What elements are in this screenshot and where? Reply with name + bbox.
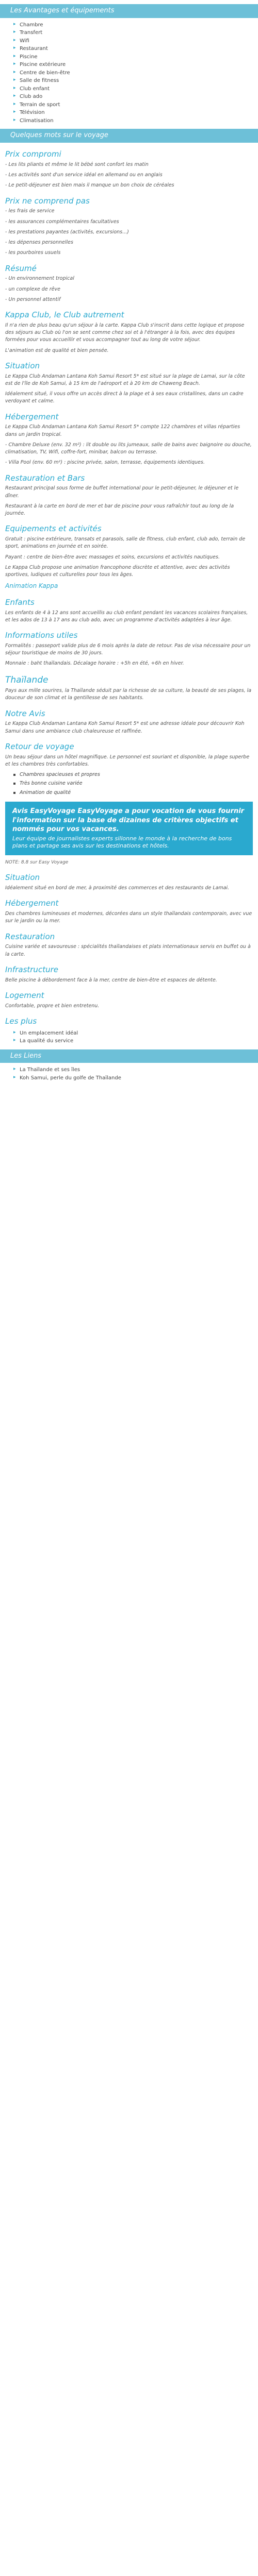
- heading-notre-avis: Notre Avis: [5, 708, 45, 718]
- text-line: - un complexe de rêve: [5, 286, 60, 292]
- equipement-item: ▸ Transfert: [13, 29, 253, 37]
- list-item: Animation de qualité: [13, 789, 253, 796]
- heading-equipements-activites: Equipements et activités: [5, 524, 102, 534]
- text-paragraph: Monnaie : baht thaïlandais. Décalage horaire : +5h en été, +6h en hiver.: [5, 660, 184, 667]
- text-line: - les dépenses personnelles: [5, 240, 73, 246]
- easyvoyage-callout: [5, 802, 253, 855]
- text-paragraph: Le Kappa Club Andaman Lantana Koh Samui Resort 5* est une adresse idéale pour découvrir Koh Samui dans une ambiance club chaleureuse et raffinée.: [5, 721, 245, 734]
- text-paragraph: - Villa Pool (env. 60 m²) : piscine privée, salon, terrasse, équipements identiques.: [5, 460, 205, 466]
- text-paragraph: Des chambres lumineuses et modernes, décorées dans un style thaïlandais contemporain, avec vue sur le jardin ou la mer.: [5, 911, 252, 924]
- retour-list: [5, 771, 253, 796]
- equipement-item: ▸ Piscine extérieure: [13, 61, 253, 69]
- section-header-liens: Les Liens: [0, 1049, 258, 1063]
- heading-retour: Retour de voyage: [5, 741, 74, 751]
- heading-resume: Résumé: [5, 263, 37, 273]
- text-paragraph: Les enfants de 4 à 12 ans sont accueillis au club enfant pendant les vacances scolaires françaises, et les ados de 13 à 17 ans au club ado, avec un programme d'activités adaptées à leur âge.: [5, 609, 248, 623]
- page: [0, 4, 258, 1096]
- callout-subtitle: Leur équipe de journalistes experts sillonne le monde à la recherche de bons plans et partage ses avis sur les destinations et hôtels.: [12, 835, 232, 850]
- text-paragraph: Le Kappa Club Andaman Lantana Koh Samui Resort 5* est situé sur la plage de Lamai, sur la côte est de l'île de Koh Samui, à 15 km de l'aéroport et à 20 km de Chaweng Beach.: [5, 373, 245, 386]
- heading-logement: Logement: [5, 990, 44, 1000]
- equipement-item: ▸ Télévision: [13, 109, 253, 117]
- equipement-item: ▸ Climatisation: [13, 117, 253, 125]
- heading-les-plus: Les plus: [5, 1016, 37, 1026]
- text-line: - Un environnement tropical: [5, 276, 74, 282]
- list-item: ▸ La qualité du service: [13, 1037, 253, 1045]
- heading-prix-ne-comprend: Prix ne comprend pas: [5, 196, 90, 206]
- equipement-item: ▸ Club enfant: [13, 85, 253, 93]
- list-item: ▸ Un emplacement idéal: [13, 1029, 253, 1038]
- text-paragraph: Restaurant à la carte en bord de mer et bar de piscine pour vous rafraîchir tout au long de la journée.: [5, 503, 234, 517]
- note-avis: NOTE: 8.8 sur Easy Voyage: [5, 860, 69, 866]
- text-paragraph: Gratuit : piscine extérieure, transats et parasols, salle de fitness, club enfant, club ado, terrain de sport, animations en journée et en soirée.: [5, 536, 246, 550]
- heading-situation-2: Situation: [5, 873, 40, 883]
- heading-restauration: Restauration et Bars: [5, 473, 85, 483]
- equipements-list: [5, 21, 253, 125]
- equipement-item: ▸ Salle de fitness: [13, 77, 253, 85]
- text-line: - les pourboires usuels: [5, 250, 61, 256]
- equipement-item: ▸ Wifi: [13, 37, 253, 45]
- heading-kappa: Kappa Club, le Club autrement: [5, 310, 124, 320]
- text-paragraph: Idéalement situé en bord de mer, à proximité des commerces et des restaurants de Lamai.: [5, 885, 230, 891]
- equipement-item: ▸ Terrain de sport: [13, 101, 253, 109]
- text-line: - Les activités sont d'un service idéal en allemand ou en anglais: [5, 172, 163, 178]
- heading-enfants: Enfants: [5, 597, 35, 607]
- text-line: - les prestations payantes (activités, excursions...): [5, 229, 129, 235]
- text-paragraph: Confortable, propre et bien entretenu.: [5, 1003, 100, 1009]
- heading-restauration-2: Restauration: [5, 931, 55, 941]
- equipement-item: ▸ Chambre: [13, 21, 253, 29]
- text-paragraph: Cuisine variée et savoureuse : spécialités thaïlandaises et plats internationaux servis en buffet ou à la carte.: [5, 944, 251, 957]
- section-header-avantages: Les Avantages et équipements: [0, 4, 258, 18]
- text-paragraph: Il n'a rien de plus beau qu'un séjour à la carte. Kappa Club s'inscrit dans cette logique et propose des séjours au Club où l'on se sent comme chez soi et à l'étranger à la fois, avec des équipes formées pour vous accueillir et vous accompagner tout au long de votre séjour.: [5, 322, 245, 343]
- text-line: - les frais de service: [5, 208, 55, 214]
- text-paragraph: Payant : centre de bien-être avec massages et soins, excursions et activités nautiques.: [5, 554, 220, 560]
- callout-title: Avis EasyVoyage EasyVoyage a pour vocation de vous fournir l'information sur la base de dizaines de critères objectifs et nommés pour vos vacances.: [12, 807, 245, 834]
- heading-animation: Animation Kappa: [5, 582, 58, 590]
- text-paragraph: L'animation est de qualité et bien pensée.: [5, 347, 109, 353]
- text-paragraph: Formalités : passeport valide plus de 6 mois après la date de retour. Pas de visa nécessaire pour un séjour touristique de moins de 30 jours.: [5, 642, 251, 656]
- equipement-item: ▸ Piscine: [13, 53, 253, 61]
- equipement-item: ▸ Centre de bien-être: [13, 69, 253, 77]
- text-paragraph: Belle piscine à débordement face à la mer, centre de bien-être et espaces de détente.: [5, 977, 217, 983]
- equipement-item: ▸ Club ado: [13, 93, 253, 101]
- heading-infrastructure: Infrastructure: [5, 964, 58, 974]
- text-line: - Les lits pliants et même le lit bébé sont confort les matin: [5, 161, 149, 167]
- equipement-item: ▸ Restaurant: [13, 45, 253, 53]
- text-line: - Le petit-déjeuner est bien mais il manque un bon choix de céréales: [5, 182, 174, 189]
- heading-situation: Situation: [5, 361, 40, 370]
- section-header-quelques: Quelques mots sur le voyage: [0, 129, 258, 143]
- text-paragraph: Le Kappa Club Andaman Lantana Koh Samui Resort 5* compte 122 chambres et villas réparties dans un jardin tropical.: [5, 424, 240, 437]
- heading-informations: Informations utiles: [5, 631, 78, 640]
- text-paragraph: Un beau séjour dans un hôtel magnifique. Le personnel est souriant et disponible, la plage superbe et les chambres très confortables.: [5, 754, 250, 767]
- text-line: - Un personnel attentif: [5, 296, 61, 302]
- list-item: Chambres spacieuses et propres: [13, 771, 253, 778]
- text-paragraph: Idéalement situé, il vous offre un accès direct à la plage et à ses eaux cristallines, dans un cadre verdoyant et calme.: [5, 391, 244, 404]
- link-item[interactable]: ▸ Koh Samui, perle du golfe de Thaïlande: [13, 1074, 253, 1082]
- list-item: Très bonne cuisine variée: [13, 780, 253, 787]
- heading-hebergement-2: Hébergement: [5, 899, 59, 908]
- heading-prix: Prix compromi: [5, 149, 61, 159]
- link-item[interactable]: ▸ La Thaïlande et ses îles: [13, 1066, 253, 1074]
- text-paragraph: - Chambre Deluxe (env. 32 m²) : lit double ou lits jumeaux, salle de bains avec baignoire ou douche, climatisation, TV, Wifi, coffre-fort, minibar, balcon ou terrasse.: [5, 442, 252, 455]
- liens-list: [5, 1066, 253, 1082]
- heading-hebergement: Hébergement: [5, 412, 59, 421]
- text-line: - les assurances complémentaires facultatives: [5, 218, 119, 225]
- plus-list: [5, 1029, 253, 1045]
- text-paragraph: Restaurant principal sous forme de buffet international pour le petit-déjeuner, le déjeuner et le dîner.: [5, 485, 239, 499]
- heading-thailande: Thaïlande: [5, 674, 49, 685]
- text-paragraph: Le Kappa Club propose une animation francophone discrète et attentive, avec des activités sportives, ludiques et culturelles pour tous les âges.: [5, 564, 230, 578]
- text-paragraph: Pays aux mille sourires, la Thaïlande séduit par la richesse de sa culture, la beauté de ses plages, la douceur de son climat et la gentillesse de ses habitants.: [5, 688, 252, 701]
